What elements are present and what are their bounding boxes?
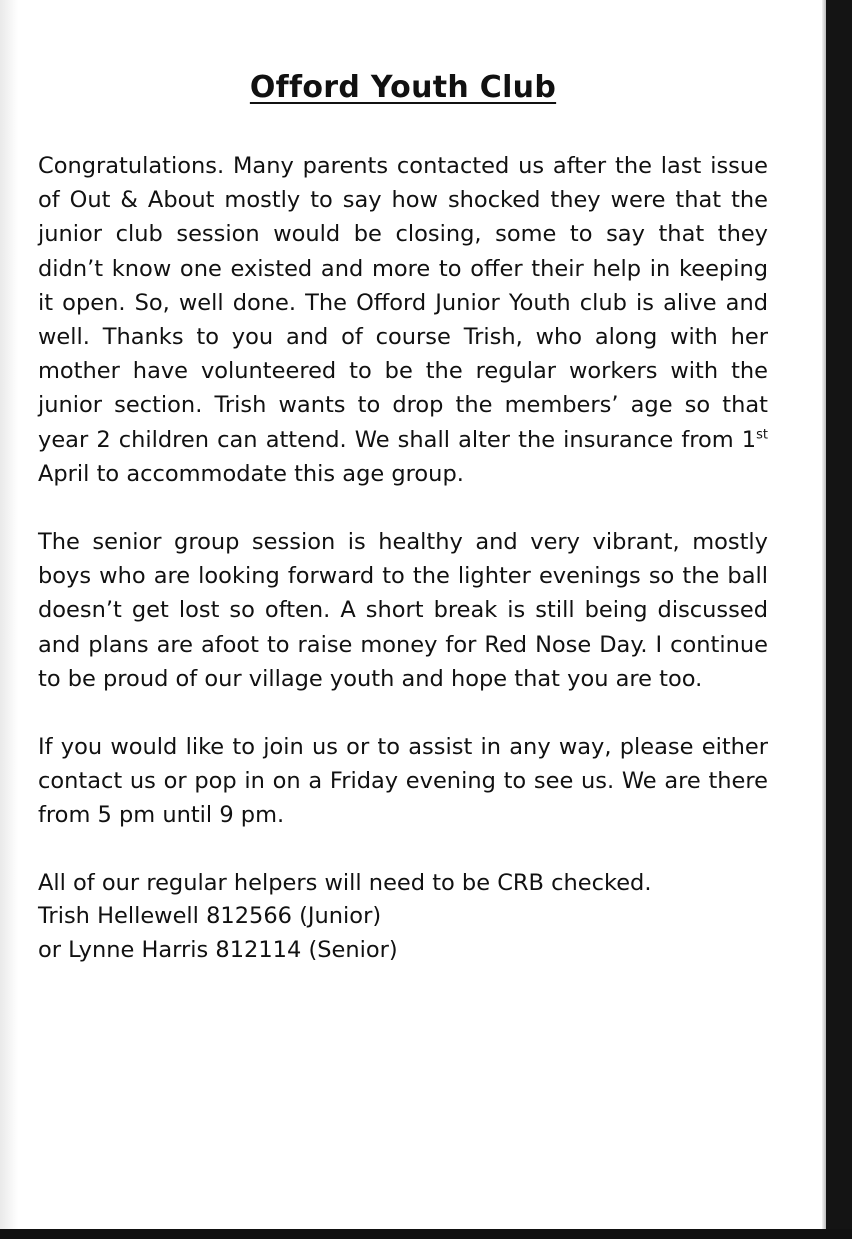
paragraph-junior-club-text: Congratulations. Many parents contacted us after the last issue of Out & About mostly to say how shocked they were that the junior club session would be closing, some to say that they didn’t know one existed and more to offer their help in keeping it open. So, well done. The Offord Junior Youth club is alive and well. Thanks to you and of course Trish, who along with her mother have volunteered to be the regular workers with the junior section. Trish wants to drop the members’ age so that year 2 children can attend. We shall alter the insurance from 1 — [38, 153, 768, 453]
scan-left-shade — [0, 0, 18, 1239]
scan-right-border — [826, 0, 852, 1239]
paragraph-junior-club-end: April to accommodate this age group. — [38, 460, 464, 487]
article-body — [38, 70, 768, 967]
paragraph-junior-club — [38, 149, 768, 491]
contact-trish: Trish Hellewell 812566 (Junior) — [38, 903, 382, 930]
ordinal-suffix: st — [756, 427, 768, 443]
scan-bottom-border — [0, 1229, 852, 1239]
page-title: Offord Youth Club — [249, 70, 557, 105]
contact-lynne: or Lynne Harris 812114 (Senior) — [38, 936, 398, 963]
paragraph-join-us: If you would like to join us or to assist in any way, please either contact us or pop in on a Friday evening to see us. We are there from 5 pm until 9 pm. — [38, 734, 768, 829]
paragraph-senior-group: The senior group session is healthy and very vibrant, mostly boys who are looking forward to the lighter evenings so the ball doesn’t get lost so often. A short break is still being discussed and plans are afoot to raise money for Red Nose Day. I continue to be proud of our village youth and hope that you are too. — [38, 529, 768, 692]
crb-notice: All of our regular helpers will need to be CRB checked. — [38, 869, 652, 896]
